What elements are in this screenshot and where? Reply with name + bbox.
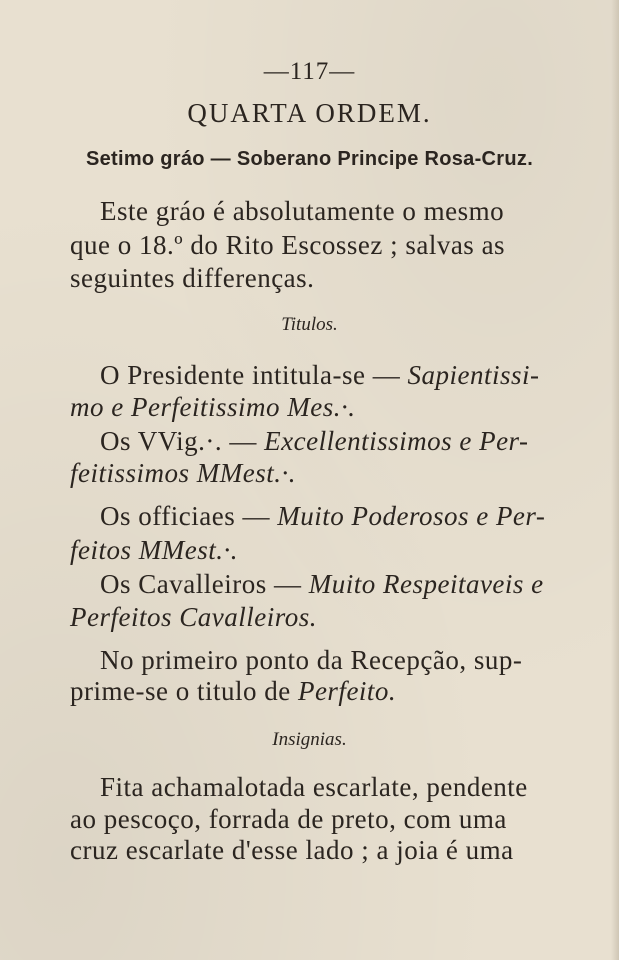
titulos-p1-line1 xyxy=(100,358,539,392)
insignias-section-title: Insignias. xyxy=(272,729,347,750)
titulos-p1-line2: mo e Perfeitissimo Mes.·. xyxy=(70,392,356,422)
para1-line2: que o 18.º do Rito Escossez ; salvas as xyxy=(70,230,506,260)
order-heading: QUARTA ORDEM. xyxy=(187,98,432,128)
titulos-p3-line2: feitos MMest.·. xyxy=(70,535,238,565)
titulos-p5-line2-italic: Perfeito. xyxy=(297,676,397,706)
titulos-p2-line1-plain: Os VVig.·. — xyxy=(100,426,257,456)
titulos-p4-line1 xyxy=(100,567,544,601)
insignias-line1: Fita achamalotada escarlate, pendente xyxy=(100,772,528,802)
titulos-p3-line1-italic: Muito Poderosos e Per- xyxy=(277,501,546,531)
insignias-line3: cruz escarlate d'esse lado ; a joia é uma xyxy=(70,835,514,865)
titulos-p4-line1-italic: Muito Respeitaveis e xyxy=(308,569,544,599)
para1-line1: Este gráo é absolutamente o mesmo xyxy=(100,196,505,226)
titulos-p4-line2: Perfeitos Cavalleiros. xyxy=(70,602,317,632)
titulos-p1-line1-italic: Sapientissi- xyxy=(407,360,540,390)
titulos-p5-line1: No primeiro ponto da Recepção, sup- xyxy=(100,645,523,675)
para1-line3: seguintes differenças. xyxy=(70,263,315,293)
degree-subheading: Setimo gráo — Soberano Principe Rosa-Cruz. xyxy=(85,148,534,170)
titulos-p5-line2-plain: prime-se o titulo de xyxy=(70,676,291,706)
page-number: —117— xyxy=(263,58,356,85)
titulos-section-title: Titulos. xyxy=(281,314,338,335)
titulos-p5-line2 xyxy=(70,674,396,708)
titulos-p2-line2: feitissimos MMest.·. xyxy=(70,458,296,488)
titulos-p2-line1 xyxy=(100,424,529,458)
page-edge-shadow xyxy=(611,0,619,960)
titulos-p4-line1-plain: Os Cavalleiros — xyxy=(100,569,302,599)
titulos-p2-line1-italic: Excellentissimos e Per- xyxy=(264,426,529,456)
insignias-line2: ao pescoço, forrada de preto, com uma xyxy=(70,804,507,834)
titulos-p3-line1 xyxy=(100,499,545,533)
titulos-p1-line1-plain: O Presidente intitula-se — xyxy=(100,360,401,390)
titulos-p3-line1-plain: Os officiaes — xyxy=(100,501,270,531)
